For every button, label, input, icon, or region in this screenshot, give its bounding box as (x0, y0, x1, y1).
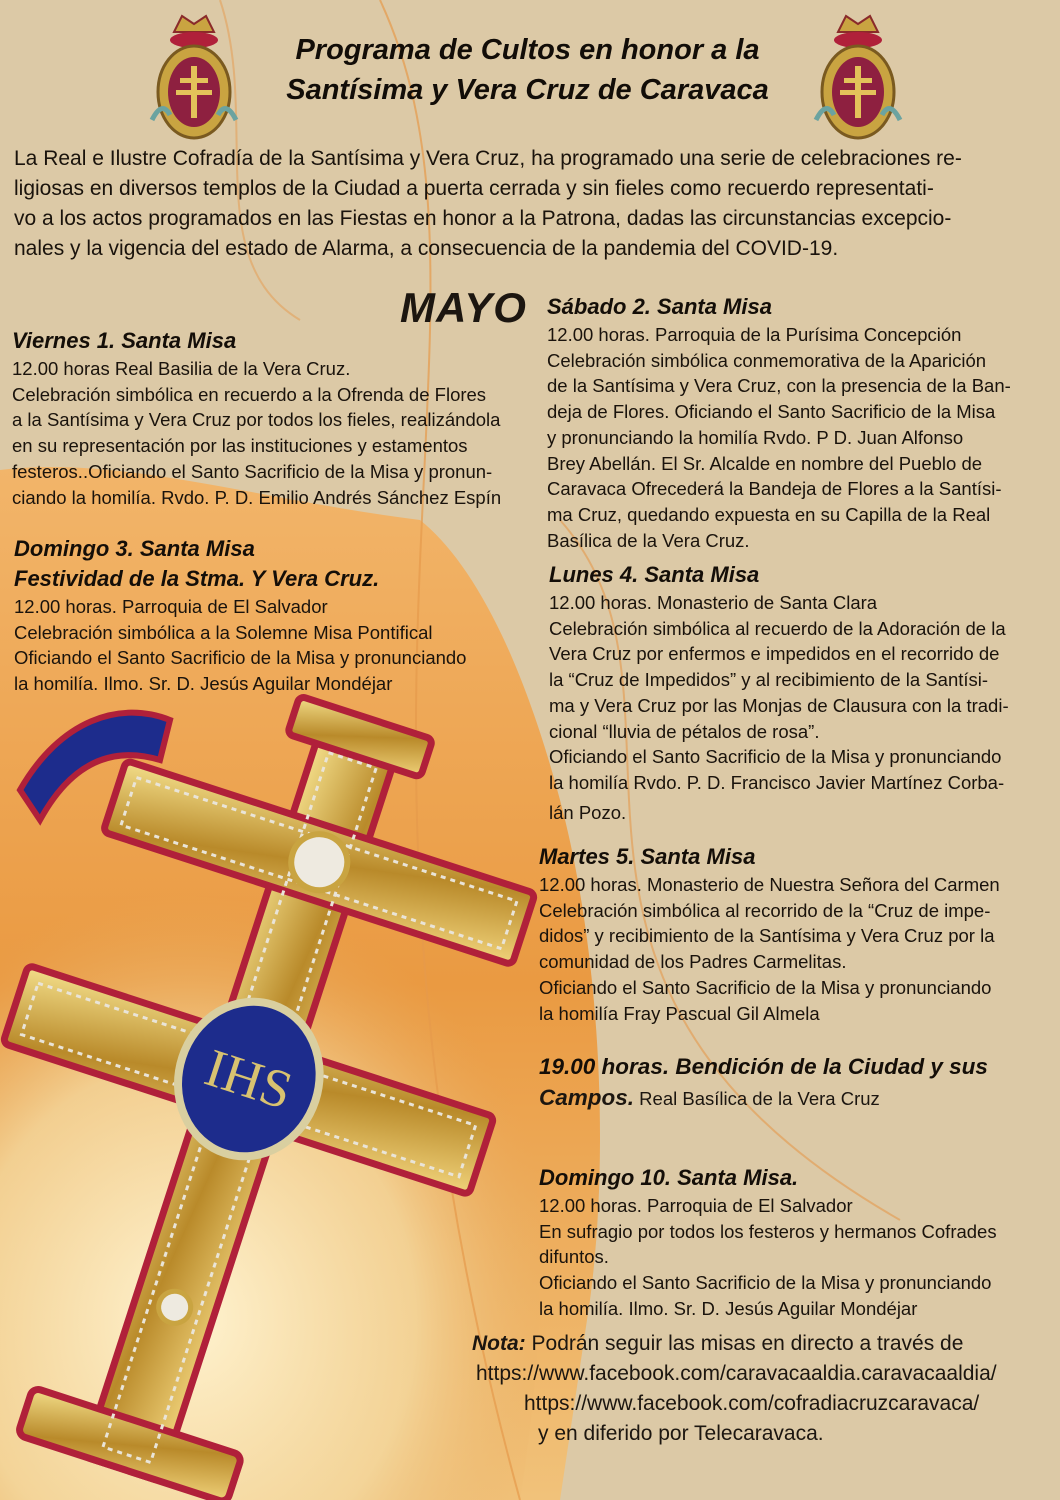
event-line: 12.00 horas. Parroquia de la Purísima Concepción (547, 324, 962, 345)
event-line: En sufragio por todos los festeros y hermanos Cofrades (539, 1220, 997, 1242)
event-line: 12.00 horas Real Basilia de la Vera Cruz. (12, 358, 351, 379)
event-line: ma Cruz, quedando expuesta en su Capilla de la Real (547, 503, 991, 525)
intro-line: nales y la vigencia del estado de Alarma, a consecuencia de la pandemia del COVID-19. (14, 237, 839, 260)
event-line: a la Santísima y Vera Cruz por todos los fieles, realizándola (12, 409, 501, 431)
intro-line: vo a los actos programados en las Fiestas en honor a la Patrona, dadas las circunstancias excepcio- (14, 207, 952, 230)
event-line: comunidad de los Padres Carmelitas. (539, 951, 847, 973)
event-line: Oficiando el Santo Sacrificio de la Misa y pronunciando (549, 746, 1002, 768)
event-line: 12.00 horas. Parroquia de El Salvador (14, 596, 328, 617)
event-line: ma y Vera Cruz por las Monjas de Clausura con la tradi- (549, 694, 1009, 716)
event-line: en su representación por las instituciones y estamentos (12, 435, 468, 457)
event-heading: Sábado 2. Santa Misa (547, 294, 772, 319)
event-heading: Martes 5. Santa Misa (539, 844, 756, 869)
svg-text:IHS: IHS (198, 1037, 300, 1121)
event-line: Brey Abellán. El Sr. Alcalde en nombre del Pueblo de (547, 452, 983, 474)
event-line: Celebración simbólica en recuerdo a la Ofrenda de Flores (12, 383, 487, 405)
event-line: Celebración simbólica conmemorativa de la Aparición (547, 349, 987, 371)
title-line: Santísima y Vera Cruz de Caravaca (286, 74, 769, 106)
event-line: festeros..Oficiando el Santo Sacrificio de la Misa y pronun- (12, 460, 493, 482)
nota-section (472, 1329, 997, 1449)
event-line: la homilía. Ilmo. Sr. D. Jesús Aguilar Mondéjar (539, 1297, 918, 1319)
event-heading: 19.00 horas. Bendición de la Ciudad y sus (539, 1054, 988, 1079)
event-line: Vera Cruz por enfermos e impedidos en el recorrido de (549, 643, 1000, 665)
event-line: Celebración simbólica al recuerdo de la Adoración de la (549, 617, 1006, 639)
event-line: 12.00 horas. Parroquia de El Salvador (539, 1195, 853, 1216)
event-line: Oficiando el Santo Sacrificio de la Misa y pronunciando (14, 647, 467, 669)
intro-line: ligiosas en diversos templos de la Ciudad a puerta cerrada y sin fieles como recuerdo representati- (14, 177, 934, 200)
intro-paragraph (14, 144, 1048, 264)
event-line: ciando la homilía. Rvdo. P. D. Emilio Andrés Sánchez Espín (12, 486, 502, 508)
event-line: la “Cruz de Impedidos” y al recibimiento de la Santísi- (549, 669, 989, 691)
event-line: Oficiando el Santo Sacrificio de la Misa y pronunciando (539, 976, 992, 998)
event-subheading: Festividad de la Stma. Y Vera Cruz. (14, 566, 380, 591)
title-line: Programa de Cultos en honor a la (295, 34, 760, 66)
event-sabado-2 (547, 292, 1011, 553)
event-martes-5 (539, 842, 1000, 1026)
event-line: deja de Flores. Oficiando el Santo Sacrificio de la Misa (547, 401, 996, 423)
event-lunes-4 (549, 560, 1009, 825)
event-line: la homilía Rvdo. P. D. Francisco Javier Martínez Corba- (549, 771, 1005, 793)
event-domingo-3 (14, 534, 466, 697)
event-heading-end: Campos. (539, 1085, 635, 1110)
event-line: lán Pozo. (549, 801, 627, 823)
event-location: Real Basílica de la Vera Cruz (634, 1088, 880, 1109)
event-line: difuntos. (539, 1246, 609, 1268)
right-crest-icon (808, 10, 908, 144)
event-heading: Domingo 10. Santa Misa. (539, 1165, 799, 1190)
event-domingo-10 (539, 1163, 997, 1322)
nota-text: Podrán seguir las misas en directo a través de (525, 1332, 964, 1355)
event-line: 12.00 horas. Monasterio de Nuestra Señora del Carmen (539, 874, 1000, 895)
event-line: y pronunciando la homilía Rvdo. P D. Juan Alfonso (547, 426, 964, 448)
intro-line: La Real e Ilustre Cofradía de la Santísima y Vera Cruz, ha programado una serie de celebraciones re- (14, 147, 962, 170)
left-crest-icon (144, 10, 244, 144)
event-line: Celebración simbólica al recorrido de la “Cruz de impe- (539, 899, 991, 921)
page-title (240, 30, 815, 110)
event-line: Caravaca Ofrecederá la Bandeja de Flores a la Santísi- (547, 478, 1002, 500)
event-line: Oficiando el Santo Sacrificio de la Misa y pronunciando (539, 1272, 992, 1294)
facebook-link-caravacaaldia[interactable]: https://www.facebook.com/caravacaaldia.caravacaaldia/ (476, 1362, 997, 1385)
event-bendicion (539, 1051, 988, 1116)
event-line: la homilía Fray Pascual Gil Almela (539, 1002, 820, 1024)
event-heading: Lunes 4. Santa Misa (549, 562, 760, 587)
nota-label: Nota: (472, 1332, 526, 1355)
event-line: Basílica de la Vera Cruz. (547, 529, 750, 551)
event-line: cional “lluvia de pétalos de rosa”. (549, 720, 820, 742)
event-line: 12.00 horas. Monasterio de Santa Clara (549, 592, 878, 613)
event-viernes-1 (12, 326, 501, 510)
month-heading: MAYO (400, 284, 527, 331)
nota-telecaravaca: y en diferido por Telecaravaca. (538, 1422, 824, 1445)
event-heading: Viernes 1. Santa Misa (12, 328, 237, 353)
event-line: de la Santísima y Vera Cruz, con la presencia de la Ban- (547, 375, 1011, 397)
facebook-link-cofradia[interactable]: https://www.facebook.com/cofradiacruzcaravaca/ (524, 1392, 980, 1415)
event-line: Celebración simbólica a la Solemne Misa Pontifical (14, 621, 433, 643)
event-line: didos” y recibimiento de la Santísima y Vera Cruz por la (539, 925, 995, 947)
event-line: la homilía. Ilmo. Sr. D. Jesús Aguilar Mondéjar (14, 673, 393, 695)
event-heading: Domingo 3. Santa Misa (14, 536, 255, 561)
